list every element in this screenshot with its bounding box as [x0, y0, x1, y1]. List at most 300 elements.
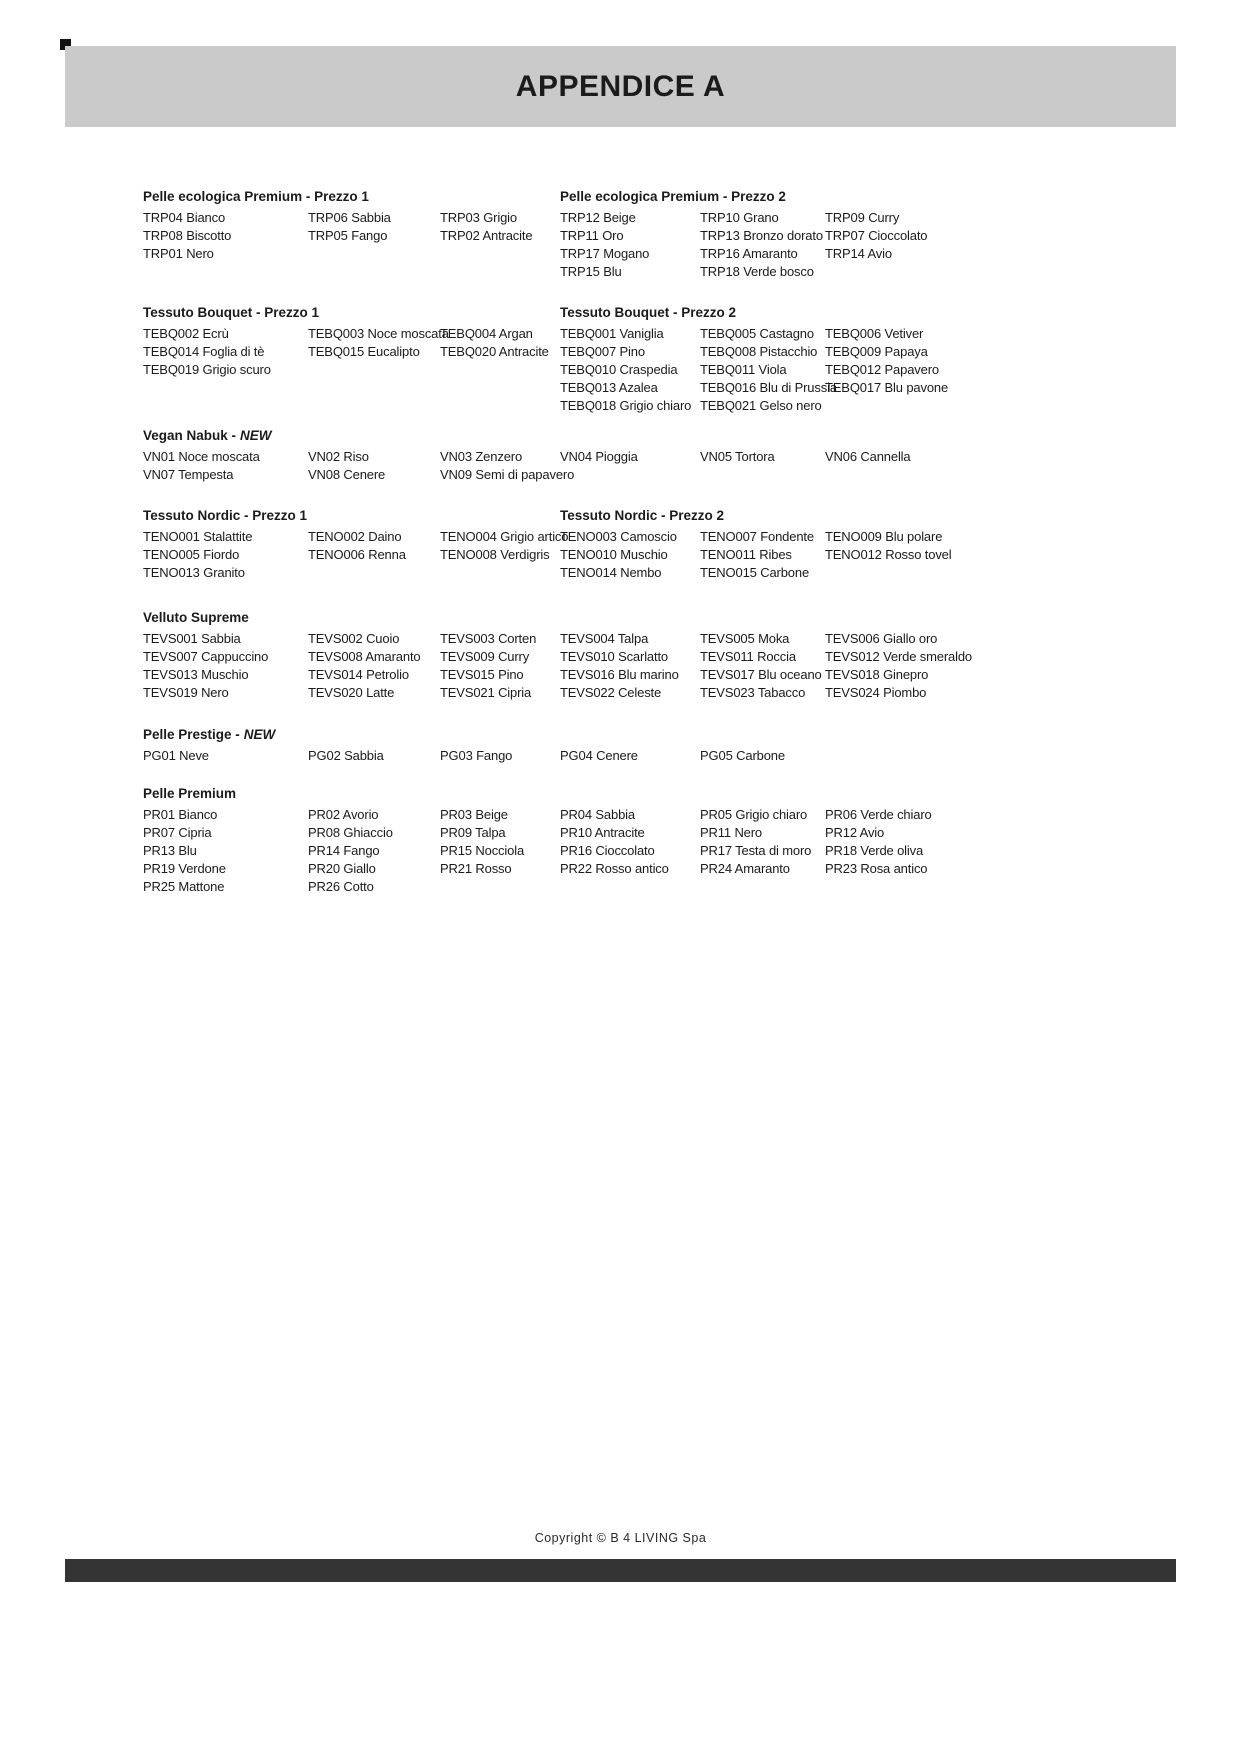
section-title-text: Tessuto Bouquet - Prezzo 2 — [560, 305, 737, 320]
color-code: TEVS018 — [825, 667, 880, 682]
color-code: TEVS020 — [308, 685, 363, 700]
color-name: Daino — [368, 529, 402, 544]
color-item — [143, 210, 308, 226]
color-item — [700, 246, 825, 262]
section-title-text: Pelle ecologica Premium - Prezzo 2 — [560, 189, 786, 204]
color-code: PG01 — [143, 748, 176, 763]
color-item — [143, 246, 308, 262]
color-code: TEBQ021 — [700, 398, 757, 413]
color-item — [440, 449, 560, 465]
color-item — [440, 843, 560, 859]
color-name: Celeste — [618, 685, 662, 700]
color-name: Pioggia — [595, 449, 638, 464]
color-item — [825, 326, 1128, 342]
color-name: Renna — [368, 547, 406, 562]
color-item — [825, 380, 1128, 396]
color-name: Cioccolato — [868, 228, 928, 243]
color-item — [700, 344, 825, 360]
color-item — [700, 210, 825, 226]
color-name: Grigio artico — [500, 529, 569, 544]
color-item — [825, 685, 1128, 701]
color-code: TRP18 — [700, 264, 740, 279]
color-name: Carbone — [760, 565, 810, 580]
color-item — [825, 807, 1128, 823]
color-name: Beige — [603, 210, 636, 225]
color-code: TEVS002 — [308, 631, 363, 646]
color-item — [308, 210, 440, 226]
section-title — [560, 508, 1128, 524]
color-code: PR16 — [560, 843, 592, 858]
color-code: TRP06 — [308, 210, 348, 225]
color-item — [825, 843, 1128, 859]
color-code: TENO002 — [308, 529, 365, 544]
color-item — [308, 843, 440, 859]
copyright-text: Copyright © B 4 LIVING Spa — [534, 1531, 707, 1545]
color-item — [143, 529, 308, 545]
color-name: Curry — [498, 649, 530, 664]
color-code: TENO009 — [825, 529, 882, 544]
color-name: Talpa — [475, 825, 506, 840]
color-code: PR26 — [308, 879, 340, 894]
section-title — [143, 786, 560, 802]
color-code: TRP12 — [560, 210, 600, 225]
color-code: PR14 — [308, 843, 340, 858]
color-name: Rosso — [475, 861, 512, 876]
color-item — [560, 807, 700, 823]
color-item — [440, 529, 569, 545]
color-item — [825, 228, 1128, 244]
color-item — [308, 344, 440, 360]
color-name: Petrolio — [366, 667, 409, 682]
color-code: PR20 — [308, 861, 340, 876]
color-name: Neve — [179, 748, 209, 763]
color-name: Argan — [498, 326, 533, 341]
color-code: VN08 — [308, 467, 340, 482]
color-name: Mogano — [603, 246, 650, 261]
color-code: PR21 — [440, 861, 472, 876]
color-item — [143, 326, 308, 342]
color-item — [560, 565, 700, 581]
color-code: TEVS009 — [440, 649, 495, 664]
color-code: VN02 — [308, 449, 340, 464]
color-item — [560, 547, 700, 563]
color-item — [440, 685, 560, 701]
color-name: Azalea — [618, 380, 658, 395]
color-name: Amaranto — [742, 246, 798, 261]
color-item — [440, 825, 560, 841]
color-item — [440, 667, 560, 683]
color-code: TEVS017 — [700, 667, 755, 682]
color-name: Sabbia — [201, 631, 241, 646]
color-name: Ribes — [759, 547, 792, 562]
color-name: Pistacchio — [759, 344, 818, 359]
color-name: Verdigris — [500, 547, 550, 562]
color-code: PR18 — [825, 843, 857, 858]
color-name: Beige — [475, 807, 508, 822]
color-name: Carbone — [736, 748, 785, 763]
color-item — [560, 631, 700, 647]
color-item — [700, 861, 825, 877]
color-name: Cenere — [343, 467, 386, 482]
color-item — [700, 685, 825, 701]
color-name: Cappuccino — [201, 649, 269, 664]
color-code: TEBQ014 — [143, 344, 200, 359]
color-item — [825, 649, 1128, 665]
color-item — [700, 807, 825, 823]
color-name: Ghiaccio — [343, 825, 393, 840]
section-title — [143, 428, 560, 444]
color-item — [440, 467, 575, 483]
color-item — [560, 362, 700, 378]
section-tessuto-bouquet — [143, 305, 1138, 416]
color-code: TRP04 — [143, 210, 183, 225]
color-item — [560, 843, 700, 859]
color-code: TENO006 — [308, 547, 365, 562]
color-code: TENO003 — [560, 529, 617, 544]
color-name: Corten — [498, 631, 537, 646]
color-name: Amaranto — [734, 861, 790, 876]
color-code: TRP03 — [440, 210, 480, 225]
color-item — [143, 843, 308, 859]
color-name: Rosa antico — [860, 861, 928, 876]
color-name: Tortora — [735, 449, 775, 464]
color-item — [440, 228, 560, 244]
color-name: Nembo — [620, 565, 662, 580]
color-code: TENO013 — [143, 565, 200, 580]
color-name: Blu pavone — [884, 380, 949, 395]
color-code: TEBQ010 — [560, 362, 617, 377]
color-item — [560, 398, 700, 414]
color-code: TENO007 — [700, 529, 757, 544]
color-item — [143, 449, 308, 465]
color-code: TEBQ018 — [560, 398, 617, 413]
color-item — [560, 228, 700, 244]
section-vegan-nabuk — [143, 428, 1138, 485]
color-item — [143, 685, 308, 701]
color-code: TEBQ013 — [560, 380, 617, 395]
color-code: PR08 — [308, 825, 340, 840]
color-item — [700, 825, 825, 841]
color-name: Nero — [734, 825, 763, 840]
color-code: PR17 — [700, 843, 732, 858]
color-item — [700, 326, 825, 342]
color-item — [560, 667, 700, 683]
color-name: Roccia — [757, 649, 796, 664]
color-name: Papavero — [884, 362, 939, 377]
color-code: PG03 — [440, 748, 473, 763]
color-code: TEBQ016 — [700, 380, 757, 395]
color-name: Cipria — [498, 685, 532, 700]
color-name: Muschio — [201, 667, 249, 682]
color-name: Noce moscata — [178, 449, 260, 464]
color-item — [308, 807, 440, 823]
section-title — [143, 305, 560, 321]
color-code: TRP08 — [143, 228, 183, 243]
color-code: TEBQ020 — [440, 344, 497, 359]
color-item — [308, 547, 440, 563]
color-item — [143, 467, 308, 483]
color-name: Bronzo dorato — [743, 228, 823, 243]
color-code: TEVS008 — [308, 649, 363, 664]
color-item — [560, 326, 700, 342]
color-name: Nero — [201, 685, 229, 700]
color-name: Cenere — [596, 748, 638, 763]
color-item — [308, 825, 440, 841]
color-code: VN07 — [143, 467, 175, 482]
color-code: TEBQ007 — [560, 344, 617, 359]
color-name: Semi di papavero — [475, 467, 575, 482]
color-code: VN04 — [560, 449, 592, 464]
color-code: TEBQ009 — [825, 344, 882, 359]
color-code: PR15 — [440, 843, 472, 858]
color-item — [143, 861, 308, 877]
color-code: TEBQ004 — [440, 326, 497, 341]
color-code: TEVS023 — [700, 685, 755, 700]
color-name: Viola — [758, 362, 787, 377]
color-item — [308, 228, 440, 244]
color-item — [308, 631, 440, 647]
color-code: TEVS014 — [308, 667, 363, 682]
color-name: Pino — [498, 667, 524, 682]
color-code: TEVS007 — [143, 649, 198, 664]
color-item — [440, 649, 560, 665]
color-code: TEVS021 — [440, 685, 495, 700]
color-code: TEVS001 — [143, 631, 198, 646]
color-code: TENO011 — [700, 547, 756, 562]
color-code: PR11 — [700, 825, 731, 840]
color-code: VN03 — [440, 449, 472, 464]
color-code: PR01 — [143, 807, 175, 822]
color-name: Blu — [178, 843, 197, 858]
color-item — [143, 228, 308, 244]
color-name: Cuoio — [366, 631, 400, 646]
color-code: PR25 — [143, 879, 175, 894]
color-name: Biscotto — [186, 228, 232, 243]
color-item — [143, 748, 308, 764]
color-code: TEVS024 — [825, 685, 880, 700]
color-item — [700, 631, 825, 647]
color-name: Camoscio — [620, 529, 677, 544]
color-name: Giallo — [343, 861, 376, 876]
color-name: Fango — [351, 228, 388, 243]
color-code: PR13 — [143, 843, 175, 858]
title-banner — [65, 46, 1176, 127]
color-code: PR22 — [560, 861, 592, 876]
color-name: Cotto — [343, 879, 374, 894]
color-item — [560, 449, 700, 465]
color-name: Craspedia — [619, 362, 678, 377]
color-name: Avio — [859, 825, 885, 840]
color-name: Fango — [476, 748, 513, 763]
color-name: Fiordo — [203, 547, 240, 562]
color-item — [560, 748, 700, 764]
section-title-text: Pelle Premium — [143, 786, 237, 801]
color-item — [308, 667, 440, 683]
color-item — [700, 843, 825, 859]
color-code: VN09 — [440, 467, 472, 482]
new-badge: NEW — [240, 428, 272, 443]
color-item — [560, 264, 700, 280]
color-code: TRP16 — [700, 246, 740, 261]
color-code: TEVS016 — [560, 667, 615, 682]
color-item — [440, 344, 560, 360]
color-item — [560, 861, 700, 877]
color-item — [143, 631, 308, 647]
color-item — [825, 861, 1128, 877]
color-item — [308, 529, 440, 545]
color-item — [825, 344, 1128, 360]
color-name: Amaranto — [365, 649, 421, 664]
color-item — [308, 449, 440, 465]
color-code: TEBQ001 — [560, 326, 617, 341]
color-item — [825, 547, 1128, 563]
color-code: TENO012 — [825, 547, 882, 562]
color-name: Stalattite — [203, 529, 253, 544]
color-name: Muschio — [620, 547, 668, 562]
color-item — [560, 380, 700, 396]
color-item — [700, 228, 825, 244]
section-title-text: Tessuto Nordic - Prezzo 1 — [143, 508, 308, 523]
color-name: Cipria — [178, 825, 212, 840]
color-item — [825, 631, 1128, 647]
page-title: APPENDICE A — [515, 69, 726, 103]
color-code: PG02 — [308, 748, 341, 763]
color-code: TEVS010 — [560, 649, 615, 664]
color-name: Verde chiaro — [860, 807, 932, 822]
color-name: Avio — [867, 246, 892, 261]
color-name: Noce moscata — [367, 326, 449, 341]
color-name: Grigio — [483, 210, 517, 225]
color-item — [700, 264, 825, 280]
color-item — [700, 547, 825, 563]
color-name: Bianco — [178, 807, 218, 822]
color-name: Zenzero — [475, 449, 523, 464]
color-code: TENO004 — [440, 529, 497, 544]
color-code: TEBQ002 — [143, 326, 200, 341]
color-item — [308, 861, 440, 877]
color-name: Verdone — [178, 861, 226, 876]
color-code: TEVS005 — [700, 631, 755, 646]
color-name: Blu marino — [618, 667, 679, 682]
color-item — [143, 565, 308, 581]
section-title — [143, 610, 560, 626]
color-item — [440, 748, 560, 764]
color-name: Ecrù — [202, 326, 229, 341]
color-item — [440, 210, 560, 226]
section-title-text: Tessuto Bouquet - Prezzo 1 — [143, 305, 320, 320]
color-code: TEBQ008 — [700, 344, 757, 359]
section-title — [560, 305, 1128, 321]
color-name: Testa di moro — [735, 843, 812, 858]
color-code: TRP14 — [825, 246, 865, 261]
section-velluto-supreme — [143, 610, 1138, 703]
color-item — [143, 362, 308, 378]
color-item — [560, 649, 700, 665]
color-name: Vaniglia — [619, 326, 664, 341]
color-name: Blu di Prussia — [759, 380, 837, 395]
color-name: Antracite — [482, 228, 533, 243]
color-code: PR07 — [143, 825, 175, 840]
color-name: Latte — [366, 685, 395, 700]
color-code: PR19 — [143, 861, 175, 876]
color-code: PR02 — [308, 807, 340, 822]
color-item — [700, 565, 825, 581]
color-code: TEVS019 — [143, 685, 198, 700]
color-item — [825, 449, 1128, 465]
color-item — [440, 861, 560, 877]
color-name: Tempesta — [178, 467, 234, 482]
color-name: Riso — [343, 449, 369, 464]
section-title — [143, 727, 560, 743]
color-name: Papaya — [884, 344, 928, 359]
color-code: TRP17 — [560, 246, 600, 261]
color-name: Granito — [203, 565, 245, 580]
color-name: Fondente — [760, 529, 814, 544]
color-name: Cannella — [860, 449, 911, 464]
color-code: PR04 — [560, 807, 592, 822]
color-name: Fango — [343, 843, 380, 858]
color-name: Eucalipto — [367, 344, 420, 359]
color-code: TEVS006 — [825, 631, 880, 646]
color-code: TRP11 — [560, 228, 599, 243]
color-item — [700, 667, 825, 683]
section-pelle-prestige — [143, 727, 1138, 766]
color-item — [308, 879, 440, 895]
color-code: TRP09 — [825, 210, 865, 225]
color-item — [143, 825, 308, 841]
color-code: TEBQ005 — [700, 326, 757, 341]
color-name: Mattone — [178, 879, 225, 894]
new-badge: NEW — [243, 727, 276, 742]
color-code: TEVS011 — [700, 649, 754, 664]
color-name: Gelso nero — [759, 398, 822, 413]
color-item — [143, 649, 308, 665]
color-name: Sabbia — [351, 210, 391, 225]
color-item — [700, 649, 825, 665]
color-code: VN06 — [825, 449, 857, 464]
color-name: Sabbia — [344, 748, 384, 763]
color-item — [560, 246, 700, 262]
section-title — [143, 189, 560, 205]
color-item — [700, 398, 825, 414]
color-item — [825, 667, 1128, 683]
color-code: TEBQ003 — [308, 326, 365, 341]
color-code: VN05 — [700, 449, 732, 464]
color-code: PR23 — [825, 861, 857, 876]
color-code: TEBQ019 — [143, 362, 200, 377]
color-item — [825, 246, 1128, 262]
color-item — [308, 467, 440, 483]
color-code: TEBQ011 — [700, 362, 756, 377]
section-title-text: Tessuto Nordic - Prezzo 2 — [560, 508, 725, 523]
color-name: Blu — [603, 264, 622, 279]
footer-bar — [65, 1559, 1176, 1582]
color-name: Blu oceano — [758, 667, 822, 682]
color-code: TENO014 — [560, 565, 617, 580]
color-name: Blu polare — [885, 529, 943, 544]
color-name: Grigio chiaro — [619, 398, 692, 413]
color-name: Talpa — [617, 631, 649, 646]
color-item — [825, 825, 1128, 841]
color-name: Tabacco — [757, 685, 806, 700]
color-name: Cioccolato — [595, 843, 655, 858]
color-name: Nero — [186, 246, 214, 261]
color-item — [560, 825, 700, 841]
color-name: Oro — [602, 228, 624, 243]
color-name: Verde smeraldo — [883, 649, 973, 664]
color-code: TRP02 — [440, 228, 480, 243]
section-title — [143, 508, 560, 524]
